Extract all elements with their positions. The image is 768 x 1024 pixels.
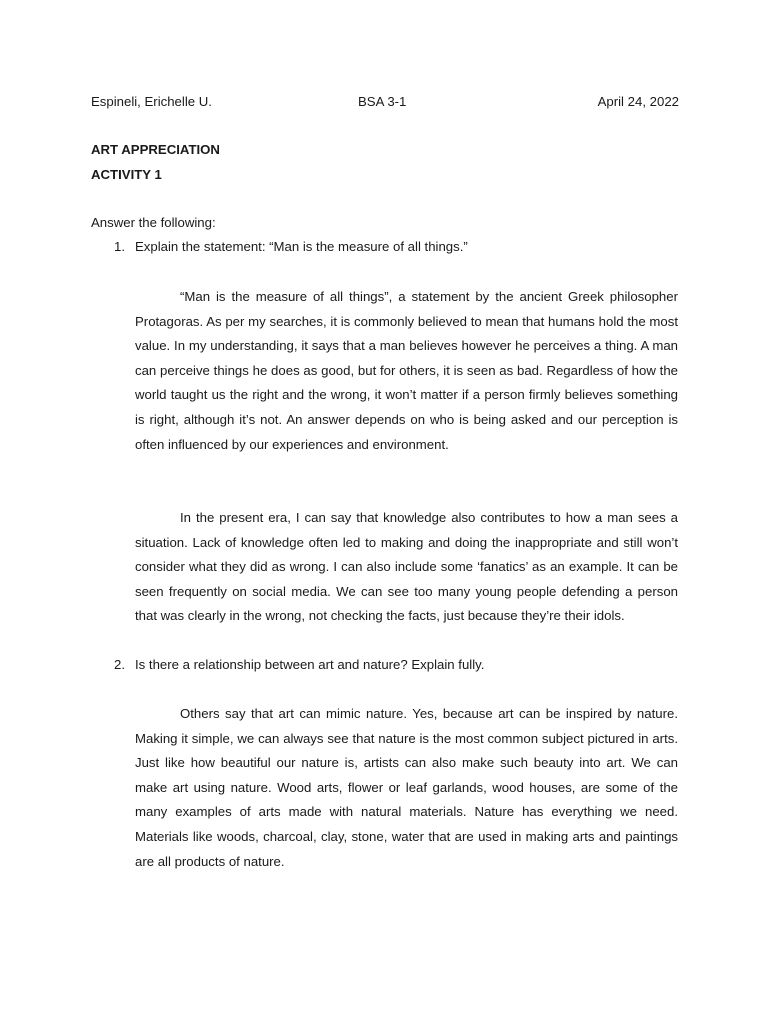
question-text: Explain the statement: “Man is the measure of all things.” bbox=[135, 239, 468, 254]
student-section: BSA 3-1 bbox=[358, 94, 407, 109]
answer-2-paragraph-1: Others say that art can mimic nature. Yes, because art can be inspired by nature. Making it simple, we can always see that nature is the most common subject pictured in arts. Just like how beautiful our nature is, artists can also make such beauty into art. We can make art using nature. Wood arts, flower or leaf garlands, wood houses, are some of the many examples of arts made with natural materials. Nature has everything we need. Materials like woods, charcoal, clay, stone, water that are used in making arts and paintings are all products of nature. bbox=[135, 706, 678, 869]
document-header bbox=[91, 92, 679, 112]
answer-1-paragraph-2: In the present era, I can say that knowledge also contributes to how a man sees a situation. Lack of knowledge often led to making and doing the inappropriate and still won’t consider what they did as wrong. I can also include some ‘fanatics’ as an example. It can be seen frequently on social media. We can see too many young people defending a person that was clearly in the wrong, not checking the facts, just because they’re their idols. bbox=[135, 510, 678, 624]
activity-title: ACTIVITY 1 bbox=[91, 167, 162, 182]
question-number: 1. bbox=[114, 239, 125, 254]
document-date: April 24, 2022 bbox=[597, 94, 679, 109]
student-name: Espineli, Erichelle U. bbox=[91, 94, 212, 109]
instructions-text: Answer the following: bbox=[91, 215, 216, 230]
question-1 bbox=[114, 237, 468, 257]
question-text: Is there a relationship between art and nature? Explain fully. bbox=[135, 657, 485, 672]
answer-1-paragraph-1: “Man is the measure of all things”, a statement by the ancient Greek philosopher Protagoras. As per my searches, it is commonly believed to mean that humans hold the most value. In my understanding, it says that a man believes however he perceives a thing. A man can perceive things he does as good, but for others, it is seen as bad. Regardless of how the world taught us the right and the wrong, it won’t matter if a person firmly believes something is right, although it’s not. An answer depends on who is being asked and our perception is often influenced by our experiences and environment. bbox=[135, 289, 678, 452]
subject-title: ART APPRECIATION bbox=[91, 142, 220, 157]
question-number: 2. bbox=[114, 657, 125, 672]
question-2 bbox=[114, 655, 484, 675]
